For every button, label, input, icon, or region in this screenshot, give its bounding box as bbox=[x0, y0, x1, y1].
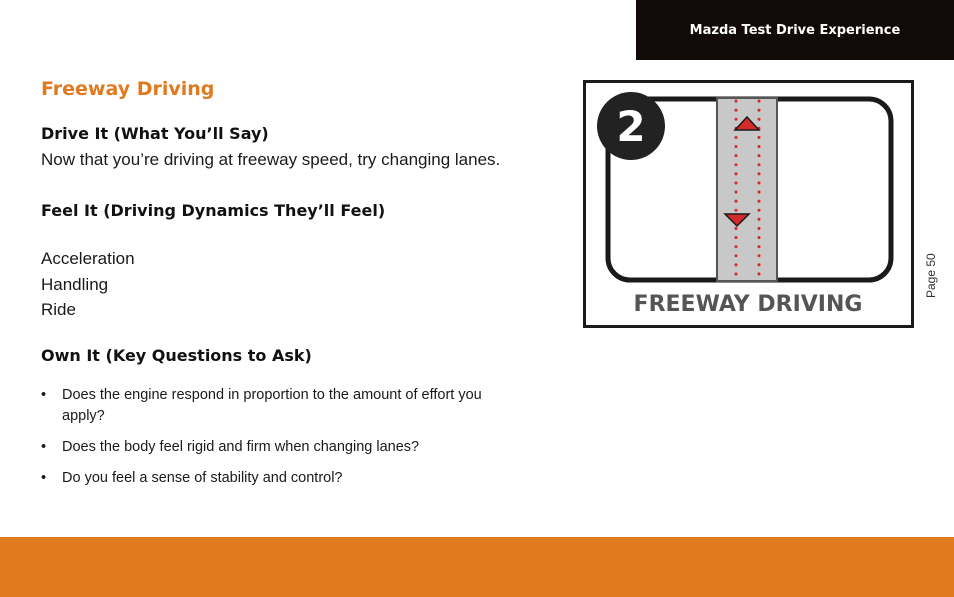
drive-it-heading: Drive It (What You’ll Say) bbox=[41, 124, 269, 143]
figure-caption: FREEWAY DRIVING bbox=[633, 292, 863, 317]
own-it-questions bbox=[41, 385, 511, 499]
page-number: Page 50 bbox=[924, 253, 938, 298]
list-item: Ride bbox=[41, 300, 76, 319]
question-text: Does the engine respond in proportion to the amount of effort you apply? bbox=[62, 387, 482, 424]
drive-it-text: Now that you’re driving at freeway speed, try changing lanes. bbox=[41, 150, 501, 169]
list-item bbox=[41, 468, 511, 489]
feel-it-heading: Feel It (Driving Dynamics They’ll Feel) bbox=[41, 201, 386, 220]
footer-bar bbox=[0, 537, 954, 597]
question-text: Do you feel a sense of stability and control? bbox=[62, 470, 343, 486]
list-item: Acceleration bbox=[41, 249, 135, 268]
section-title: Freeway Driving bbox=[41, 78, 215, 100]
list-item bbox=[41, 385, 511, 427]
feel-it-list bbox=[41, 246, 135, 323]
header-title: Mazda Test Drive Experience bbox=[689, 22, 901, 38]
own-it-heading: Own It (Key Questions to Ask) bbox=[41, 346, 312, 365]
bullet: • bbox=[41, 387, 47, 403]
list-item bbox=[41, 437, 511, 458]
freeway-driving-figure bbox=[583, 80, 914, 328]
bullet: • bbox=[41, 439, 47, 455]
header-tab bbox=[636, 0, 954, 60]
bullet: • bbox=[41, 470, 47, 486]
step-number: 2 bbox=[616, 102, 646, 151]
list-item: Handling bbox=[41, 274, 109, 294]
question-text: Does the body feel rigid and firm when changing lanes? bbox=[62, 439, 420, 455]
freeway-diagram bbox=[586, 83, 911, 325]
